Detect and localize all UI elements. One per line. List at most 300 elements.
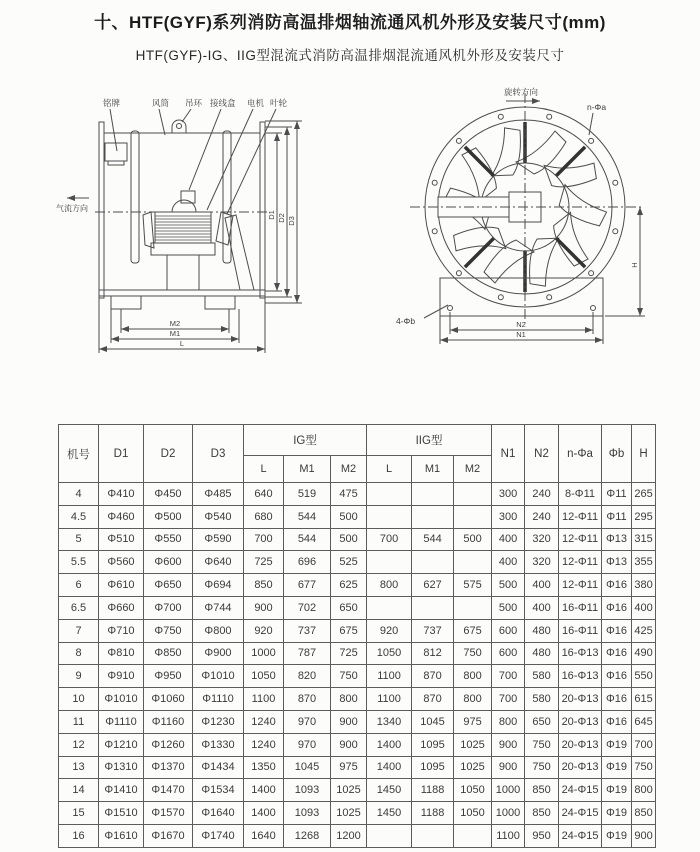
table-cell: 1268 <box>284 824 331 847</box>
table-cell: Φ590 <box>193 528 244 551</box>
table-cell: 10 <box>59 688 99 711</box>
column-header-iig-m1: M1 <box>412 456 454 483</box>
leader-junction-box <box>189 109 221 190</box>
table-cell: Φ1610 <box>99 824 144 847</box>
table-cell: 870 <box>412 665 454 688</box>
duct-post-left <box>131 131 139 263</box>
column-header-n1: N1 <box>492 425 525 483</box>
table-cell <box>367 596 412 619</box>
motor <box>155 212 211 243</box>
page-subtitle: HTF(GYF)-IG、IIG型混流式消防高温排烟混流通风机外形及安装尺寸 <box>135 48 565 63</box>
table-cell: 12-Φ11 <box>559 551 602 574</box>
leader-impeller <box>227 109 276 214</box>
column-header-ig-l: L <box>244 456 284 483</box>
table-cell: Φ1640 <box>193 802 244 825</box>
table-cell: 975 <box>331 756 367 779</box>
table-cell: Φ1310 <box>99 756 144 779</box>
table-cell: 900 <box>492 756 525 779</box>
table-cell: 500 <box>492 574 525 597</box>
column-header-machine: 机号 <box>59 425 99 483</box>
table-cell: Φ1110 <box>193 688 244 711</box>
table-cell: 7 <box>59 619 99 642</box>
table-cell: 16-Φ11 <box>559 619 602 642</box>
table-cell: 970 <box>284 733 331 756</box>
table-cell: 1400 <box>367 733 412 756</box>
table-cell: 1095 <box>412 733 454 756</box>
table-cell: Φ13 <box>602 551 632 574</box>
table-cell: Φ16 <box>602 596 632 619</box>
table-cell: Φ694 <box>193 574 244 597</box>
table-cell: 12 <box>59 733 99 756</box>
table-cell: 900 <box>632 824 656 847</box>
table-cell: 6.5 <box>59 596 99 619</box>
table-cell: 16-Φ11 <box>559 596 602 619</box>
table-cell: Φ1740 <box>193 824 244 847</box>
spec-table-body <box>59 483 656 848</box>
table-cell <box>367 551 412 574</box>
table-cell: 12-Φ11 <box>559 528 602 551</box>
table-cell: 544 <box>412 528 454 551</box>
table-cell: 400 <box>492 551 525 574</box>
table-cell: 600 <box>492 642 525 665</box>
label-lifting-ring: 吊环 <box>185 98 203 108</box>
table-cell: 1095 <box>412 756 454 779</box>
table-cell: 13 <box>59 756 99 779</box>
table-cell: 700 <box>367 528 412 551</box>
table-cell: 1400 <box>367 756 412 779</box>
table-cell: Φ950 <box>144 665 193 688</box>
table-cell: 627 <box>412 574 454 597</box>
table-cell: 800 <box>492 710 525 733</box>
table-cell: Φ510 <box>99 528 144 551</box>
table-cell: 737 <box>284 619 331 642</box>
table-cell: 5 <box>59 528 99 551</box>
table-cell: Φ1470 <box>144 779 193 802</box>
table-cell: 645 <box>632 710 656 733</box>
table-cell: 640 <box>244 483 284 506</box>
table-cell: Φ540 <box>193 505 244 528</box>
table-cell: 11 <box>59 710 99 733</box>
column-header-d2: D2 <box>144 425 193 483</box>
label-nameplate: 铭牌 <box>103 98 121 108</box>
motor-support-frame <box>151 243 215 255</box>
table-row <box>59 642 656 665</box>
table-cell: 900 <box>492 733 525 756</box>
table-cell: 8 <box>59 642 99 665</box>
table-cell: 737 <box>412 619 454 642</box>
table-cell: 24-Φ15 <box>559 779 602 802</box>
mounting-base <box>440 278 603 316</box>
table-cell: Φ800 <box>193 619 244 642</box>
fan-front-view-drawing <box>390 85 680 375</box>
table-cell: Φ1330 <box>193 733 244 756</box>
table-row <box>59 756 656 779</box>
table-cell: 702 <box>284 596 331 619</box>
table-row <box>59 551 656 574</box>
table-row <box>59 688 656 711</box>
table-cell: 355 <box>632 551 656 574</box>
column-group-ig: IG型 <box>244 425 367 456</box>
table-cell <box>367 483 412 506</box>
table-cell: 900 <box>331 733 367 756</box>
table-cell: 1640 <box>244 824 284 847</box>
fan-side-view-drawing <box>55 85 385 375</box>
table-cell: 16-Φ13 <box>559 642 602 665</box>
table-cell: 812 <box>412 642 454 665</box>
table-cell: Φ16 <box>602 642 632 665</box>
table-row <box>59 779 656 802</box>
table-cell: Φ1510 <box>99 802 144 825</box>
table-cell: Φ16 <box>602 665 632 688</box>
table-cell: Φ744 <box>193 596 244 619</box>
table-cell <box>367 505 412 528</box>
table-cell: 920 <box>367 619 412 642</box>
table-cell: 300 <box>492 505 525 528</box>
lifting-ring-hole <box>177 124 182 129</box>
table-cell: 20-Φ13 <box>559 733 602 756</box>
table-cell: 1045 <box>284 756 331 779</box>
table-cell: 320 <box>525 551 559 574</box>
column-header-h: H <box>632 425 656 483</box>
table-cell: 480 <box>525 619 559 642</box>
table-cell: 1025 <box>331 802 367 825</box>
dim-label-m2: M2 <box>169 319 181 328</box>
table-cell <box>367 824 412 847</box>
table-row <box>59 619 656 642</box>
table-cell: 850 <box>525 779 559 802</box>
label-duct: 风筒 <box>152 98 170 108</box>
table-cell: Φ450 <box>144 483 193 506</box>
table-cell: 15 <box>59 802 99 825</box>
table-cell: Φ19 <box>602 779 632 802</box>
page-title: 十、HTF(GYF)系列消防高温排烟轴流通风机外形及安装尺寸(mm) <box>94 13 606 32</box>
dim-label-l: L <box>179 339 185 348</box>
table-cell: 1093 <box>284 802 331 825</box>
table-cell: 1050 <box>454 802 492 825</box>
table-cell: 580 <box>525 688 559 711</box>
label-impeller: 叶轮 <box>270 98 288 108</box>
table-cell: Φ13 <box>602 528 632 551</box>
motor-fins <box>155 216 211 240</box>
table-cell: 265 <box>632 483 656 506</box>
table-cell: 16-Φ13 <box>559 665 602 688</box>
column-header-n2: N2 <box>525 425 559 483</box>
left-flange <box>99 122 104 298</box>
table-cell: Φ19 <box>602 756 632 779</box>
junction-box <box>181 191 195 203</box>
table-row <box>59 528 656 551</box>
column-header-ig-m1: M1 <box>284 456 331 483</box>
table-cell: Φ750 <box>144 619 193 642</box>
table-cell: Φ11 <box>602 505 632 528</box>
table-cell: 525 <box>331 551 367 574</box>
table-cell: Φ19 <box>602 824 632 847</box>
table-cell: Φ560 <box>99 551 144 574</box>
table-cell: 850 <box>244 574 284 597</box>
column-header-iig-l: L <box>367 456 412 483</box>
table-cell: 1400 <box>244 779 284 802</box>
table-cell: 1000 <box>492 802 525 825</box>
dim-label-n2: N2 <box>516 320 526 329</box>
table-cell: 425 <box>632 619 656 642</box>
table-cell: 500 <box>331 528 367 551</box>
table-cell: 14 <box>59 779 99 802</box>
table-cell: 24-Φ15 <box>559 802 602 825</box>
table-cell: 650 <box>331 596 367 619</box>
table-cell: 1100 <box>244 688 284 711</box>
table-cell: Φ1260 <box>144 733 193 756</box>
table-cell: Φ650 <box>144 574 193 597</box>
table-cell: 519 <box>284 483 331 506</box>
table-cell: Φ1534 <box>193 779 244 802</box>
table-cell: 1450 <box>367 779 412 802</box>
table-cell: Φ1010 <box>99 688 144 711</box>
table-cell: 820 <box>284 665 331 688</box>
column-header-ig-m2: M2 <box>331 456 367 483</box>
table-cell: 475 <box>331 483 367 506</box>
table-cell: 750 <box>525 756 559 779</box>
table-cell: 544 <box>284 505 331 528</box>
table-cell: Φ460 <box>99 505 144 528</box>
table-cell <box>412 824 454 847</box>
table-cell: 400 <box>632 596 656 619</box>
table-cell: 1025 <box>331 779 367 802</box>
table-cell: Φ1160 <box>144 710 193 733</box>
table-cell: 800 <box>454 688 492 711</box>
table-cell: Φ710 <box>99 619 144 642</box>
table-cell: 675 <box>331 619 367 642</box>
table-cell: Φ19 <box>602 802 632 825</box>
table-cell: Φ850 <box>144 642 193 665</box>
table-cell: 16 <box>59 824 99 847</box>
table-cell: 900 <box>331 710 367 733</box>
leader-motor <box>207 109 253 210</box>
column-header-phib: Φb <box>602 425 632 483</box>
table-row <box>59 710 656 733</box>
table-cell: 675 <box>454 619 492 642</box>
table-cell: 20-Φ13 <box>559 756 602 779</box>
leader-nameplate <box>110 109 117 151</box>
table-cell: Φ410 <box>99 483 144 506</box>
nameplate-bracket <box>108 161 124 165</box>
table-cell: 700 <box>492 665 525 688</box>
table-cell: 575 <box>454 574 492 597</box>
table-cell: 6 <box>59 574 99 597</box>
table-cell: 1100 <box>367 665 412 688</box>
table-cell: 300 <box>492 483 525 506</box>
table-cell: Φ900 <box>193 642 244 665</box>
table-cell: 700 <box>492 688 525 711</box>
table-cell: 480 <box>525 642 559 665</box>
table-cell: 1100 <box>492 824 525 847</box>
table-cell <box>412 551 454 574</box>
table-cell: 1188 <box>412 802 454 825</box>
table-cell: 240 <box>525 505 559 528</box>
column-header-d3: D3 <box>193 425 244 483</box>
table-cell: 1000 <box>492 779 525 802</box>
table-cell: 500 <box>331 505 367 528</box>
table-cell: Φ1010 <box>193 665 244 688</box>
table-cell: 725 <box>244 551 284 574</box>
table-cell: 700 <box>244 528 284 551</box>
table-cell: Φ660 <box>99 596 144 619</box>
dim-label-n1: N1 <box>516 330 526 339</box>
table-cell: 850 <box>632 802 656 825</box>
spec-table <box>58 424 656 848</box>
table-cell: 1045 <box>412 710 454 733</box>
table-cell: 800 <box>454 665 492 688</box>
table-cell: 8-Φ11 <box>559 483 602 506</box>
table-cell: 1093 <box>284 779 331 802</box>
table-cell <box>454 505 492 528</box>
table-cell <box>412 483 454 506</box>
table-cell: 380 <box>632 574 656 597</box>
table-cell: Φ16 <box>602 688 632 711</box>
table-cell: 920 <box>244 619 284 642</box>
table-cell: Φ19 <box>602 733 632 756</box>
table-cell: 650 <box>525 710 559 733</box>
table-row <box>59 596 656 619</box>
table-cell: 400 <box>525 596 559 619</box>
table-cell: 1240 <box>244 733 284 756</box>
table-cell: Φ910 <box>99 665 144 688</box>
table-cell: 696 <box>284 551 331 574</box>
table-cell: 295 <box>632 505 656 528</box>
table-cell: 4.5 <box>59 505 99 528</box>
table-row <box>59 483 656 506</box>
table-cell: 1240 <box>244 710 284 733</box>
table-cell: 1200 <box>331 824 367 847</box>
table-cell: Φ1110 <box>99 710 144 733</box>
table-cell <box>454 551 492 574</box>
table-cell: 24-Φ15 <box>559 824 602 847</box>
spec-table-container <box>58 424 655 848</box>
table-cell <box>454 824 492 847</box>
table-cell: 500 <box>454 528 492 551</box>
table-cell: 5.5 <box>59 551 99 574</box>
table-cell: Φ600 <box>144 551 193 574</box>
table-cell: 975 <box>454 710 492 733</box>
table-cell: 970 <box>284 710 331 733</box>
table-cell: Φ700 <box>144 596 193 619</box>
table-cell: 1025 <box>454 733 492 756</box>
table-cell: 1350 <box>244 756 284 779</box>
right-support-leg <box>225 215 254 290</box>
table-cell: 1100 <box>367 688 412 711</box>
table-cell: 800 <box>331 688 367 711</box>
table-cell: 750 <box>525 733 559 756</box>
table-cell <box>412 596 454 619</box>
table-cell: 1050 <box>244 665 284 688</box>
table-cell: 9 <box>59 665 99 688</box>
table-cell: 500 <box>492 596 525 619</box>
table-cell: 1025 <box>454 756 492 779</box>
table-cell: 870 <box>284 688 331 711</box>
table-cell: 615 <box>632 688 656 711</box>
table-cell: Φ610 <box>99 574 144 597</box>
table-cell: Φ1570 <box>144 802 193 825</box>
table-row <box>59 505 656 528</box>
column-group-iig: IIG型 <box>367 425 492 456</box>
table-cell: 800 <box>367 574 412 597</box>
table-cell: 787 <box>284 642 331 665</box>
base-hole-left <box>448 306 453 311</box>
column-header-d1: D1 <box>99 425 144 483</box>
label-junction-box: 接线盒 <box>210 98 236 108</box>
dim-label-h: H <box>630 262 639 268</box>
table-cell: 320 <box>525 528 559 551</box>
table-cell <box>454 596 492 619</box>
table-cell: 20-Φ13 <box>559 688 602 711</box>
table-row <box>59 665 656 688</box>
table-cell: 1188 <box>412 779 454 802</box>
table-cell: 4 <box>59 483 99 506</box>
table-row <box>59 574 656 597</box>
table-cell: 400 <box>525 574 559 597</box>
table-cell: Φ16 <box>602 619 632 642</box>
table-cell: 625 <box>331 574 367 597</box>
leader-duct <box>159 109 165 135</box>
table-cell <box>454 483 492 506</box>
column-header-na: n-Φa <box>559 425 602 483</box>
dim-label-d1: D1 <box>267 210 276 220</box>
table-cell: 580 <box>525 665 559 688</box>
pedestal <box>167 255 199 290</box>
table-cell: 700 <box>632 733 656 756</box>
table-cell <box>412 505 454 528</box>
leader-lifting-ring <box>182 109 191 122</box>
table-cell: Φ1210 <box>99 733 144 756</box>
dim-label-m1: M1 <box>169 329 181 338</box>
label-rotation-direction: 旋转方向 <box>503 87 539 97</box>
table-cell: Φ1434 <box>193 756 244 779</box>
table-cell: 900 <box>244 596 284 619</box>
table-cell: 1340 <box>367 710 412 733</box>
motor-dome <box>172 200 196 212</box>
table-cell: 677 <box>284 574 331 597</box>
table-cell: 750 <box>454 642 492 665</box>
foot-right <box>205 296 235 309</box>
table-cell: Φ16 <box>602 710 632 733</box>
table-cell: 1050 <box>367 642 412 665</box>
table-row <box>59 824 656 847</box>
table-cell: 1450 <box>367 802 412 825</box>
foot-left <box>111 296 141 309</box>
table-cell: Φ1670 <box>144 824 193 847</box>
table-cell: 1400 <box>244 802 284 825</box>
label-airflow: 气流方向 <box>56 204 88 213</box>
table-cell: 725 <box>331 642 367 665</box>
table-cell: 600 <box>492 619 525 642</box>
table-cell: 1050 <box>454 779 492 802</box>
table-cell: Φ1410 <box>99 779 144 802</box>
table-cell: 544 <box>284 528 331 551</box>
table-cell: 750 <box>632 756 656 779</box>
table-cell: Φ1230 <box>193 710 244 733</box>
dim-label-d3: D3 <box>287 216 296 226</box>
table-row <box>59 733 656 756</box>
table-cell: 950 <box>525 824 559 847</box>
dim-label-d2: D2 <box>277 213 286 223</box>
table-cell: 240 <box>525 483 559 506</box>
table-cell: Φ1060 <box>144 688 193 711</box>
table-cell: 12-Φ11 <box>559 574 602 597</box>
table-cell: Φ500 <box>144 505 193 528</box>
table-cell: 870 <box>412 688 454 711</box>
column-header-iig-m2: M2 <box>454 456 492 483</box>
table-cell: 800 <box>632 779 656 802</box>
table-cell: 12-Φ11 <box>559 505 602 528</box>
